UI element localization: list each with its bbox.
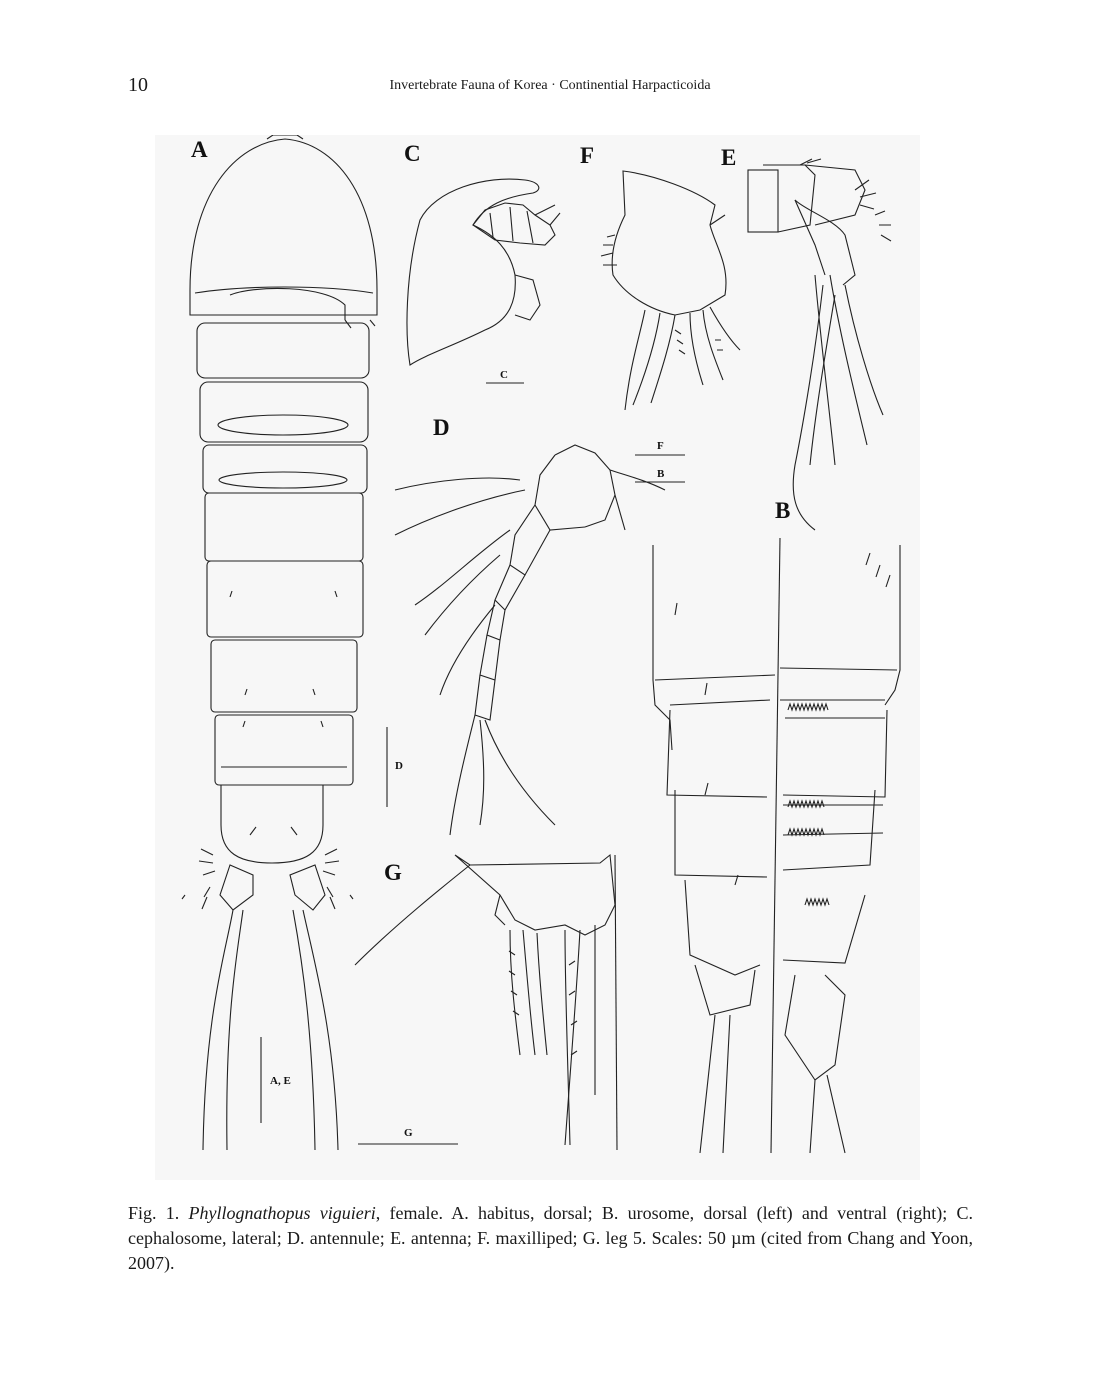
scale-bar-d [387, 727, 403, 807]
scale-label-f: F [657, 440, 664, 452]
panel-g-leg5-drawing [355, 855, 617, 1150]
scale-bar-b [635, 468, 685, 482]
figure-drawing [155, 135, 920, 1180]
panel-c-cephalosome-drawing [407, 179, 560, 365]
scale-bar-f [635, 440, 685, 455]
scale-bar-c [486, 369, 524, 383]
panel-a-habitus-drawing [182, 135, 377, 1150]
scale-label-b: B [657, 468, 665, 480]
scale-label-c: C [500, 369, 508, 381]
panel-d-antennule-drawing [395, 445, 665, 835]
panel-label-g: G [384, 860, 402, 885]
panel-label-d: D [433, 415, 450, 440]
scale-bar-g [358, 1127, 458, 1144]
figure-plate [155, 135, 920, 1180]
scale-label-g: G [404, 1127, 413, 1139]
panel-label-f: F [580, 143, 595, 168]
panel-label-a: A [191, 137, 208, 162]
panel-label-c: C [404, 141, 421, 166]
page-number: 10 [128, 74, 148, 96]
caption-fig-label: Fig. 1. [128, 1203, 180, 1223]
panel-b-urosome-drawing [653, 538, 900, 1153]
figure-caption [128, 1201, 973, 1276]
caption-text: , female. A. habitus, dorsal; B. urosome, dorsal (left) and ventral (right); C. cephalosome, lateral; D. antennule; E. antenna; F. maxilliped; G. leg 5. Scales: 50 µm (cited from Chang and Yoon, 2007). [128, 1203, 974, 1273]
panel-label-b: B [775, 498, 791, 523]
scale-label-d: D [395, 760, 403, 772]
running-title: Invertebrate Fauna of Korea · Continential Harpacticoida [389, 78, 711, 93]
panel-f-maxilliped-drawing [601, 171, 740, 410]
panel-label-e: E [721, 145, 737, 170]
panel-e-antenna-drawing [748, 159, 891, 530]
scale-bar-ae [261, 1037, 291, 1123]
caption-species: Phyllognathopus viguieri [188, 1203, 376, 1223]
scale-label-ae: A, E [270, 1075, 291, 1087]
